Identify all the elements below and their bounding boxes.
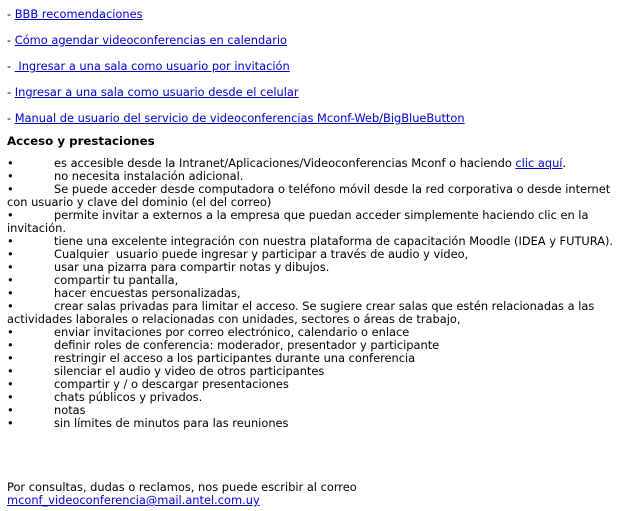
bullet-icon: •: [7, 182, 14, 196]
bullet-icon: •: [7, 325, 14, 339]
bullet-icon: •: [7, 273, 14, 287]
bullet-icon: •: [7, 351, 14, 365]
list-item-text: restringir el acceso a los participantes durante una conferencia: [54, 351, 416, 365]
link-prefix: -: [7, 85, 15, 99]
contact-text: Por consultas, dudas o reclamos, nos puede escribir al correo: [7, 480, 357, 494]
list-item-text: silenciar el audio y video de otros participantes: [54, 364, 325, 378]
list-item-text: hacer encuestas personalizadas,: [54, 286, 241, 300]
join-from-mobile-link[interactable]: Ingresar a una sala como usuario desde el celular: [14, 85, 299, 99]
list-item-text: es accesible desde la Intranet/Aplicaciones/Videoconferencias Mconf o haciendo: [54, 156, 516, 170]
list-item-text: definir roles de conferencia: moderador, presentador y participante: [54, 338, 440, 352]
list-item-text: compartir tu pantalla,: [54, 273, 179, 287]
schedule-calendar-link[interactable]: Cómo agendar videoconferencias en calendario: [14, 33, 288, 47]
join-by-invitation-link[interactable]: Ingresar a una sala como usuario por invitación: [14, 59, 290, 73]
bullet-icon: •: [7, 364, 14, 378]
section-heading: Acceso y prestaciones: [7, 134, 155, 148]
list-item-text-end: .: [562, 156, 567, 170]
link-item-mobile: [7, 86, 299, 99]
list-item-text: no necesita instalación adicional.: [54, 169, 244, 183]
link-prefix: -: [7, 33, 15, 47]
bullet-icon: •: [7, 390, 14, 404]
list-item-text: permite invitar a externos a la empresa que puedan acceder simplemente haciendo clic en la invitación.: [7, 208, 589, 235]
bullet-icon: •: [7, 299, 14, 313]
bullet-icon: •: [7, 156, 14, 170]
link-prefix: -: [7, 7, 15, 21]
list-item-text: sin límites de minutos para las reuniones: [54, 416, 289, 430]
link-item-manual: [7, 112, 465, 125]
list-item-text: compartir y / o descargar presentaciones: [54, 377, 289, 391]
link-prefix: -: [7, 111, 15, 125]
link-item-bbb: [7, 8, 143, 21]
bullet-icon: •: [7, 208, 14, 222]
bullet-icon: •: [7, 260, 14, 274]
list-item-text: Cualquier usuario puede ingresar y participar a través de audio y video,: [54, 247, 469, 261]
link-prefix: -: [7, 59, 15, 73]
list-item-text: notas: [54, 403, 86, 417]
list-item: [7, 300, 625, 326]
bullet-icon: •: [7, 403, 14, 417]
list-item-text: chats públicos y privados.: [54, 390, 203, 404]
link-item-invitation: [7, 60, 290, 73]
user-manual-link[interactable]: Manual de usuario del servicio de videoconferencias Mconf-Web/: [14, 111, 384, 125]
bullet-icon: •: [7, 234, 14, 248]
bullet-icon: •: [7, 247, 14, 261]
list-item: [7, 391, 625, 404]
list-item-text: tiene una excelente integración con nuestra plataforma de capacitación Moodle (IDEA y FUTURA).: [54, 234, 614, 248]
features-list: [7, 157, 625, 430]
link-item-calendar: [7, 34, 287, 47]
bullet-icon: •: [7, 338, 14, 352]
bullet-icon: •: [7, 169, 14, 183]
list-item: [7, 183, 625, 209]
bullet-icon: •: [7, 286, 14, 300]
list-item-text: Se puede acceder desde computadora o teléfono móvil desde la red corporativa o desde internet con usuario y clave del dominio (el del correo): [7, 182, 611, 209]
contact-block: [7, 481, 357, 507]
list-item-text: enviar invitaciones por correo electrónico, calendario o enlace: [54, 325, 410, 339]
bbb-recommendations-link[interactable]: BBB recomendaciones: [14, 7, 143, 21]
bullet-icon: •: [7, 416, 14, 430]
click-here-link[interactable]: clic aquí: [515, 156, 563, 170]
list-item-text: crear salas privadas para limitar el acceso. Se sugiere crear salas que estén relacionadas a las actividades laborales o relacionadas con unidades, sectores o áreas de trabajo,: [7, 299, 595, 326]
list-item-text: usar una pizarra para compartir notas y dibujos.: [54, 260, 330, 274]
list-item: [7, 417, 625, 430]
contact-email-link[interactable]: mconf_videoconferencia@mail.antel.com.uy: [7, 493, 260, 507]
list-item: [7, 209, 625, 235]
bullet-icon: •: [7, 377, 14, 391]
bigbluebutton-link[interactable]: BigBlueButton: [383, 111, 465, 125]
